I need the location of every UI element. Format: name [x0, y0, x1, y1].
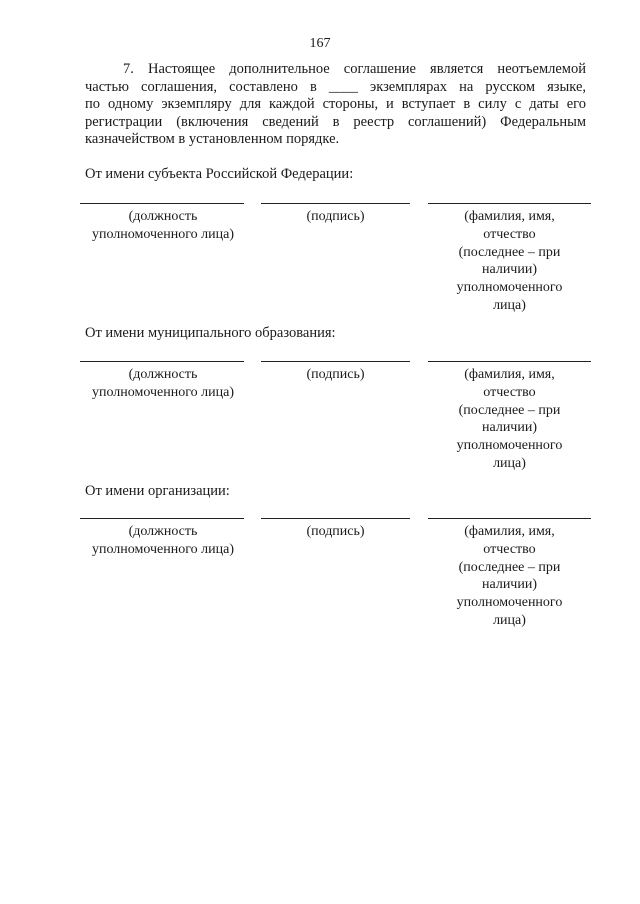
position-signature-line[interactable] [80, 361, 244, 362]
caption-line: (подпись) [306, 209, 365, 224]
caption-line: (последнее – при [458, 402, 561, 418]
full-name-signature-line[interactable] [428, 518, 591, 519]
caption-line: (должность [128, 209, 198, 224]
full-name-caption [428, 523, 591, 630]
caption-line: (подпись) [306, 524, 365, 539]
caption-line: наличии) [482, 262, 537, 278]
caption-line: уполномоченного лица) [92, 384, 234, 400]
signature-caption [261, 366, 410, 384]
caption-line: отчество [483, 541, 536, 557]
full-name-caption [428, 208, 591, 315]
clause-7-paragraph [85, 61, 586, 149]
caption-line: отчество [483, 226, 536, 242]
position-caption [80, 523, 246, 559]
caption-line: (фамилия, имя, [464, 524, 555, 539]
caption-line: (последнее – при [458, 559, 561, 575]
section-header-organization: От имени организации: [85, 483, 230, 499]
signature-line[interactable] [261, 518, 410, 519]
caption-line: наличии) [482, 420, 537, 436]
position-caption [80, 366, 246, 402]
caption-line: (последнее – при [458, 244, 561, 260]
caption-line: (должность [128, 524, 198, 539]
paragraph-line: регистрации (включения сведений в реестр соглашений) Федеральным [85, 113, 586, 130]
full-name-signature-line[interactable] [428, 203, 591, 204]
caption-line: лица) [493, 455, 526, 471]
position-caption [80, 208, 246, 244]
caption-line: (фамилия, имя, [464, 209, 555, 224]
page-number: 167 [309, 36, 331, 51]
caption-line: уполномоченного [456, 438, 563, 454]
paragraph-line: по одному экземпляру для каждой стороны, и вступает в силу с даты его [85, 96, 586, 113]
caption-line: (подпись) [306, 367, 365, 382]
position-signature-line[interactable] [80, 518, 244, 519]
caption-line: лица) [493, 297, 526, 313]
section-header-federation-subject: От имени субъекта Российской Федерации: [85, 166, 354, 182]
full-name-signature-line[interactable] [428, 361, 591, 362]
paragraph-line: частью соглашения, составлено в ____ экземплярах на русском языке, [85, 78, 586, 95]
paragraph-line: казначейством в установленном порядке. [85, 131, 340, 148]
caption-line: (должность [128, 367, 198, 382]
section-header-municipality: От имени муниципального образования: [85, 325, 336, 341]
caption-line: (фамилия, имя, [464, 367, 555, 382]
caption-line: уполномоченного [456, 595, 563, 611]
caption-line: уполномоченного лица) [92, 226, 234, 242]
signature-caption [261, 208, 410, 226]
caption-line: уполномоченного лица) [92, 541, 234, 557]
position-signature-line[interactable] [80, 203, 244, 204]
signature-caption [261, 523, 410, 541]
signature-line[interactable] [261, 203, 410, 204]
signature-line[interactable] [261, 361, 410, 362]
paragraph-line: 7. Настоящее дополнительное соглашение является неотъемлемой [123, 61, 586, 77]
caption-line: лица) [493, 612, 526, 628]
caption-line: уполномоченного [456, 280, 563, 296]
caption-line: наличии) [482, 577, 537, 593]
full-name-caption [428, 366, 591, 473]
caption-line: отчество [483, 384, 536, 400]
